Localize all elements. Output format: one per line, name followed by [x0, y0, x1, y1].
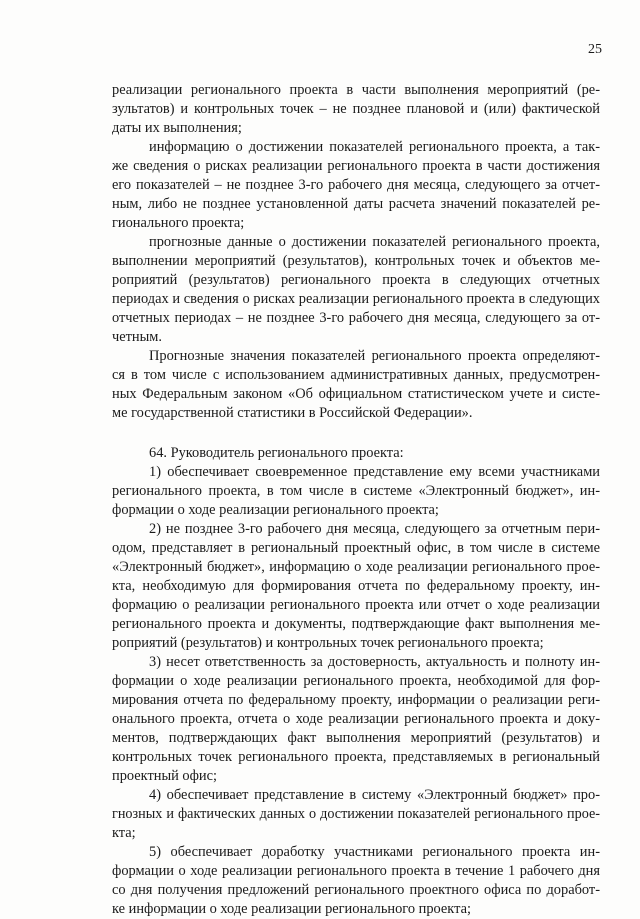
text-line: «Электронный бюджет», информацию о ходе реализации регионального прое- [112, 559, 600, 575]
page-number: 25 [588, 42, 602, 57]
text-line: формацию о реализации регионального проекта или отчет о ходе реализации [112, 597, 600, 613]
text-line: информацию о достижении показателей регионального проекта, а так- [149, 139, 600, 155]
text-line: отчетных периодах – не позднее 3-го рабочего дня месяца, следующего за от- [112, 310, 600, 326]
text-line: ным, либо не позднее установленной даты расчета значений показателей ре- [112, 196, 600, 212]
text-line: со дня получения предложений регионального проектного офиса по доработ- [112, 882, 600, 898]
document-text [112, 81, 600, 919]
text-line: кта, необходимую для формирования отчета по федеральному проекту, ин- [112, 578, 600, 594]
text-line: ке информации о ходе реализации регионального проекта; [112, 901, 471, 917]
text-line: Прогнозные значения показателей регионального проекта определяют- [149, 348, 600, 364]
paragraph-gap [112, 423, 600, 444]
text-line: 5) обеспечивает доработку участниками регионального проекта ин- [149, 844, 600, 860]
text-line: его показателей – не позднее 3-го рабочего дня месяца, следующего за отчет- [112, 177, 600, 193]
text-line: периодах и сведения о рисках реализации регионального проекта в следующих [112, 291, 600, 307]
text-line: регионального проекта, в том числе в системе «Электронный бюджет», ин- [112, 483, 600, 499]
text-line: ся в том числе с использованием административных данных, предусмотрен- [112, 367, 600, 383]
text-line: даты их выполнения; [112, 120, 242, 136]
text-line: реализации регионального проекта в части выполнения мероприятий (ре- [112, 82, 600, 98]
text-line: ных Федеральным законом «Об официальном статистическом учете и систе- [112, 386, 600, 402]
text-line: формации о ходе реализации регионального проекта в течение 1 рабочего дня [112, 863, 600, 879]
text-line: мирования отчета по федеральному проекту, информации о реализации реги- [112, 692, 600, 708]
text-line: регионального проекта и документы, подтверждающие факт выполнения ме- [112, 616, 600, 632]
text-line: четным. [112, 329, 162, 345]
text-line: одом, представляет в региональный проектный офис, в том числе в системе [112, 540, 600, 556]
text-line: контрольных точек регионального проекта, представляемых в региональный [112, 749, 600, 765]
text-line: зультатов) и контрольных точек – не позднее плановой и (или) фактической [112, 101, 600, 117]
text-line: выполнении мероприятий (результатов), контрольных точек и объектов ме- [112, 253, 600, 269]
text-line: гнозных и фактических данных о достижении показателей регионального прое- [112, 806, 600, 822]
text-line: формации о ходе реализации регионального проекта; [112, 502, 439, 518]
text-line: ме государственной статистики в Российской Федерации». [112, 405, 473, 421]
text-line: проектный офис; [112, 768, 218, 784]
text-line: ментов, подтверждающих факт выполнения мероприятий (результатов) и [112, 730, 600, 746]
text-line: 4) обеспечивает представление в систему «Электронный бюджет» про- [149, 787, 600, 803]
text-line: же сведения о рисках реализации регионального проекта в части достижения [112, 158, 600, 174]
text-line: онального проекта, отчета о ходе реализации регионального проекта и доку- [112, 711, 600, 727]
text-line: 3) несет ответственность за достоверность, актуальность и полноту ин- [149, 654, 600, 670]
text-line: гионального проекта; [112, 215, 245, 231]
text-line: кта; [112, 825, 136, 841]
text-line: 1) обеспечивает своевременное представление ему всеми участниками [149, 464, 600, 480]
text-line: 2) не позднее 3-го рабочего дня месяца, следующего за отчетным пери- [149, 521, 600, 537]
text-line: роприятий (результатов) и контрольных точек регионального проекта; [112, 635, 544, 651]
text-line: прогнозные данные о достижении показателей регионального проекта, [149, 234, 600, 250]
text-line: формации о ходе реализации регионального проекта, необходимой для фор- [112, 673, 600, 689]
text-line: роприятий (результатов) регионального проекта в следующих отчетных [112, 272, 600, 288]
text-line: 64. Руководитель регионального проекта: [149, 445, 404, 461]
